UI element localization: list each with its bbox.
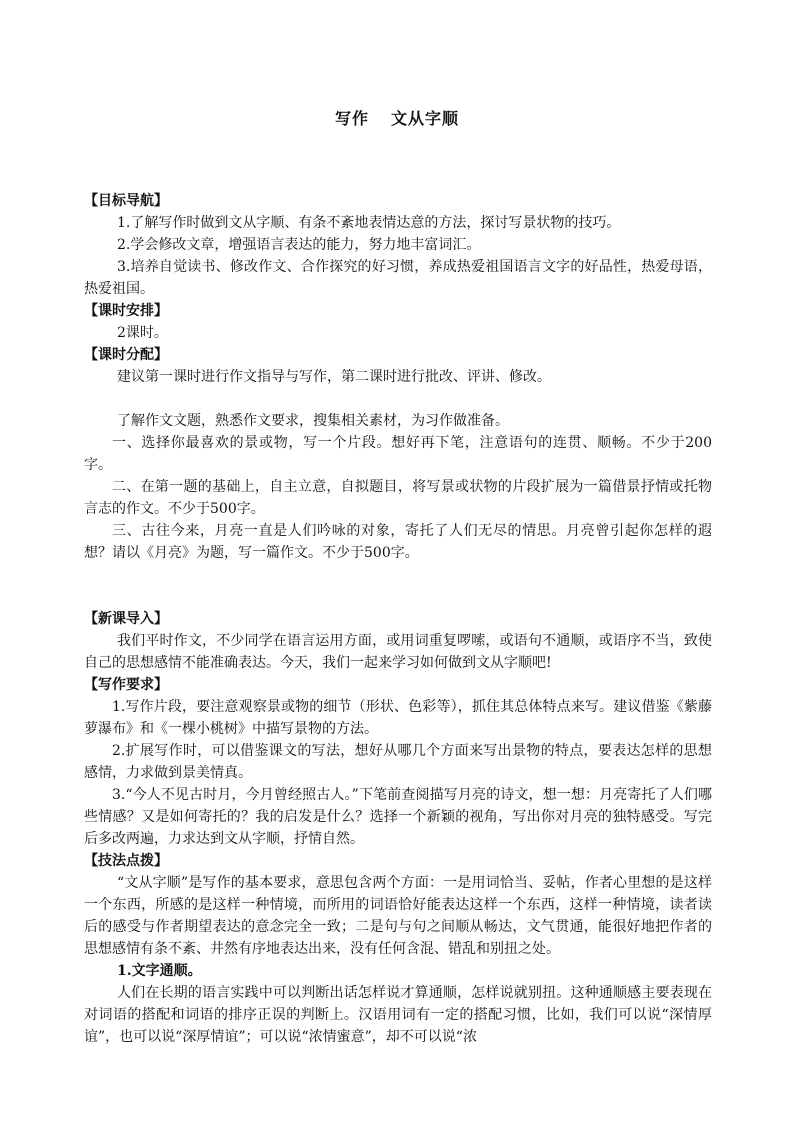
prep-intro: 了解作文文题，熟悉作文要求，搜集相关素材，为习作做准备。 (117, 413, 509, 429)
page-title (0, 106, 794, 129)
schedule-text: 2课时。 (117, 325, 168, 341)
requirement-item-2: 2.扩展写作时，可以借鉴课文的写法，想好从哪几个方面来写出景物的特点，要表达怎样的思想感情，力求做到景美情真。 (84, 743, 712, 781)
goal-item-2: 2.学会修改文章，增强语言表达的能力，努力地丰富词汇。 (117, 237, 481, 253)
document-body (84, 190, 712, 1048)
title-part-2: 文从字顺 (391, 109, 460, 128)
prep-task-1: 一、选择你最喜欢的景或物，写一个片段。想好再下笔，注意语句的连贯、顺畅。不少于200字。 (84, 435, 712, 473)
prep-task-2: 二、在第一题的基础上，自主立意，自拟题目，将写景或状物的片段扩展为一篇借景抒情或托物言志的作文。不少于500字。 (84, 479, 712, 517)
tips-sub-text: 人们在长期的语言实践中可以判断出话怎样说才算通顺，怎样说就别扭。这种通顺感主要表现在对词语的搭配和词语的排序正误的判断上。汉语用词有一定的搭配习惯，比如，我们可以说“深情厚谊”，也可以说“深厚情谊”；可以说“浓情蜜意”，却不可以说“浓 (84, 985, 712, 1045)
intro-text: 我们平时作文，不少同学在语言运用方面，或用词重复啰嗦，或语句不通顺，或语序不当，致使自己的思想感情不能准确表达。今天，我们一起来学习如何做到文从字顺吧! (84, 633, 712, 671)
section-heading-allocation: 【课时分配】 (84, 347, 168, 363)
tips-text: “文从字顺”是写作的基本要求，意思包含两个方面：一是用词恰当、妥帖，作者心里想的是这样一个东西，所感的是这样一种情境，而所用的词语恰好能表达这样一个东西，这样一种情境，读者读后的感受与作者期望表达的意念完全一致；二是句与句之间顺从畅达，文气贯通，能很好地把作者的思想感情有条不紊、井然有序地表达出来，没有任何含混、错乱和别扭之处。 (84, 875, 712, 957)
prep-task-3: 三、古往今来，月亮一直是人们吟咏的对象，寄托了人们无尽的情思。月亮曾引起你怎样的遐想？请以《月亮》为题，写一篇作文。不少于500字。 (84, 523, 712, 561)
section-heading-requirements: 【写作要求】 (84, 677, 168, 693)
section-heading-tips: 【技法点拨】 (84, 853, 168, 869)
section-heading-goals: 【目标导航】 (84, 193, 168, 209)
section-heading-intro: 【新课导入】 (84, 611, 168, 627)
allocation-text: 建议第一课时进行作文指导与写作，第二课时进行批改、评讲、修改。 (117, 369, 551, 385)
tips-sub-heading: 1.文字通顺。 (117, 963, 202, 979)
goal-item-3: 3.培养自觉读书、修改作文、合作探究的好习惯，养成热爱祖国语言文字的好品性，热爱母语，热爱祖国。 (84, 259, 712, 297)
requirement-item-1: 1.写作片段，要注意观察景或物的细节（形状、色彩等），抓住其总体特点来写。建议借鉴《紫藤萝瀑布》和《一棵小桃树》中描写景物的方法。 (84, 699, 712, 737)
title-part-1: 写作 (334, 109, 369, 128)
requirement-item-3: 3.“今人不见古时月，今月曾经照古人。”下笔前查阅描写月亮的诗文，想一想：月亮寄托了人们哪些情感？又是如何寄托的？我的启发是什么？选择一个新颖的视角，写出你对月亮的独特感受。写完后多改两遍，力求达到文从字顺，抒情自然。 (84, 787, 712, 847)
goal-item-1: 1.了解写作时做到文从字顺、有条不紊地表情达意的方法，探讨写景状物的技巧。 (117, 215, 621, 231)
section-heading-schedule: 【课时安排】 (84, 303, 168, 319)
